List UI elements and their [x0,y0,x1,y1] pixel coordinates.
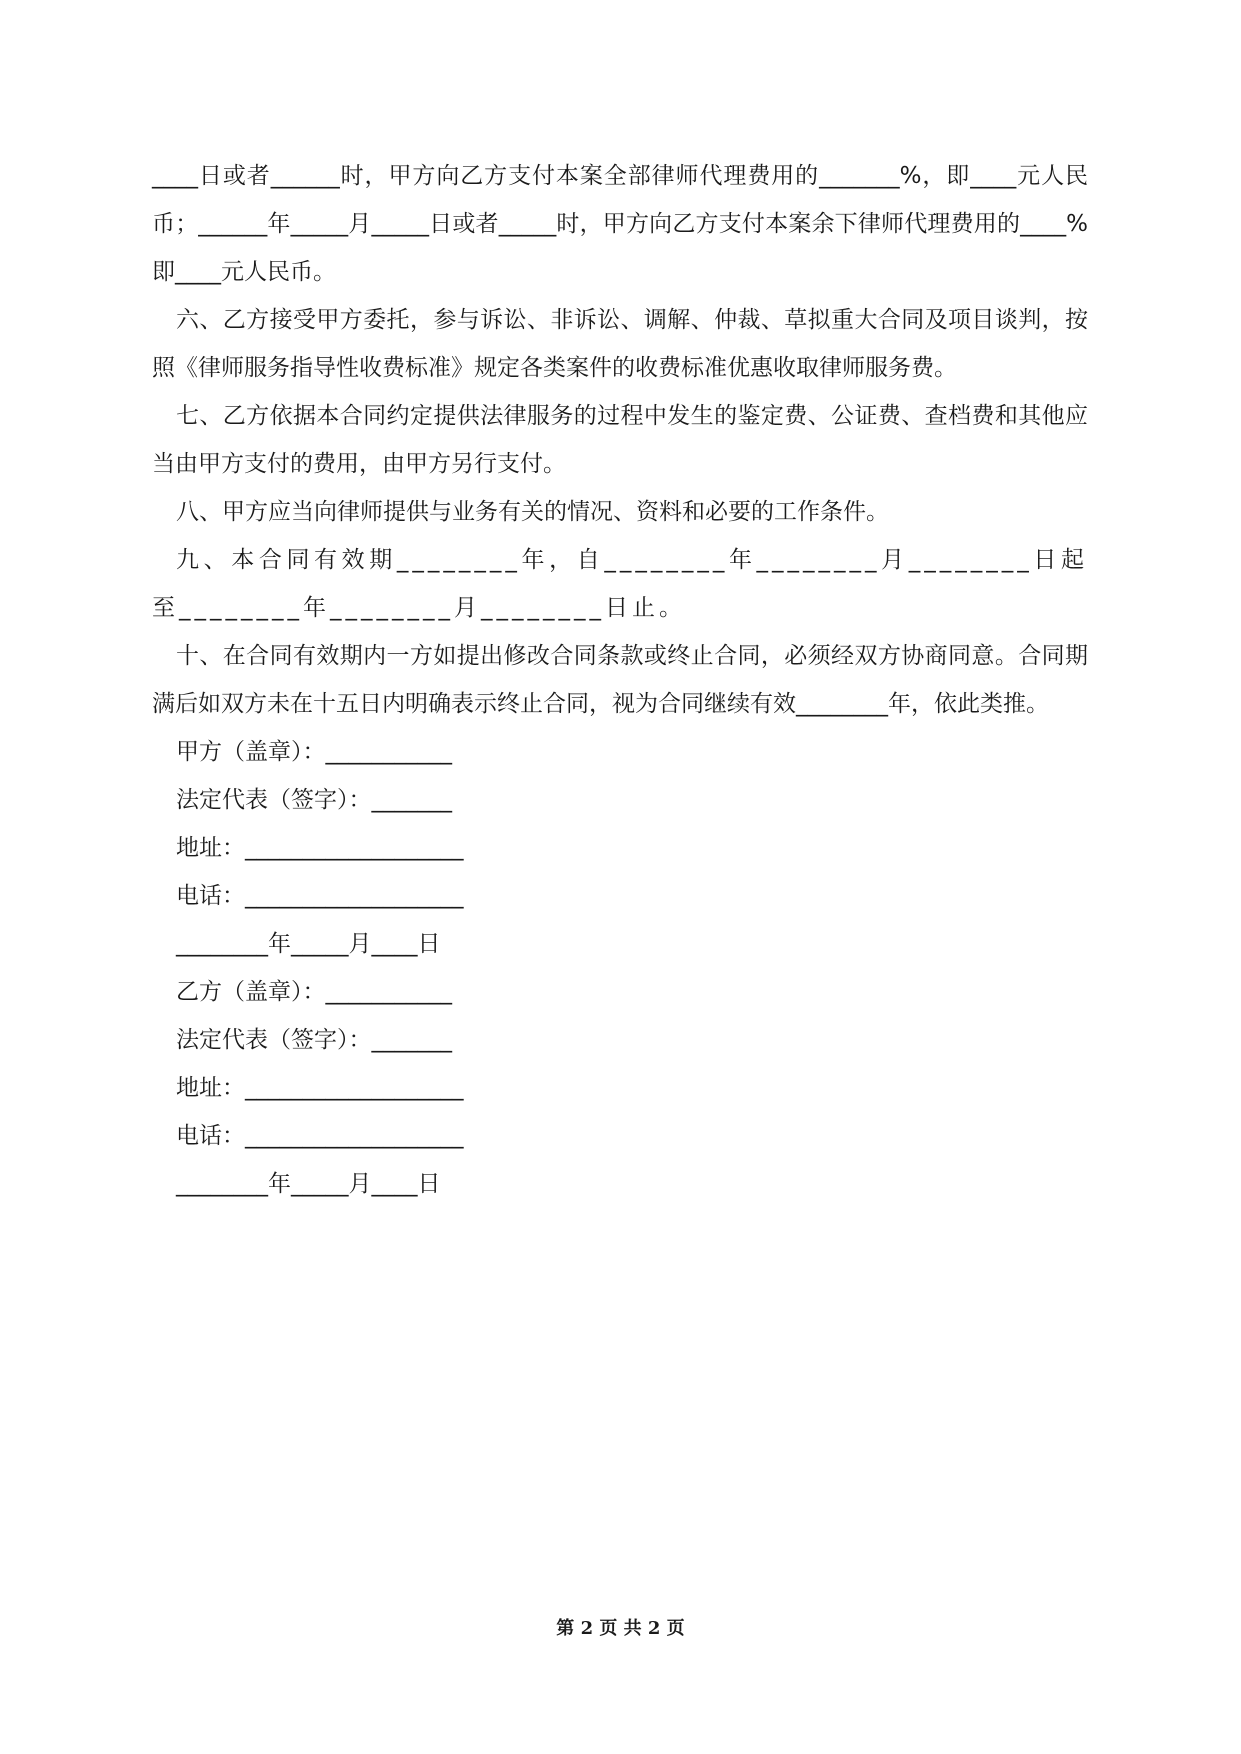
party-b-representative-line: 法定代表（签字）：_______ [176,1027,452,1053]
party-b-seal-line: 乙方（盖章）：___________ [176,979,452,1005]
party-a-representative-line: 法定代表（签字）：_______ [176,787,452,813]
clause-ten: 十、在合同有效期内一方如提出修改合同条款或终止合同，必须经双方协商同意。合同期满后如双方未在十五日内明确表示终止合同，视为合同继续有效________年，依此类推。 [152,643,1088,717]
clause-six: 六、乙方接受甲方委托，参与诉讼、非诉讼、调解、仲裁、草拟重大合同及项目谈判，按照《律师服务指导性收费标准》规定各类案件的收费标准优惠收取律师服务费。 [152,307,1088,381]
payment-paragraph: ____日或者______时，甲方向乙方支付本案全部律师代理费用的_______%，即____元人民币；______年_____月_____日或者_____时，甲方向乙方支付本案余下律师代理费用的____%即____元人民币。 [152,163,1088,285]
party-a-signature-block [176,728,1088,968]
page-number-footer: 第 2 页 共 2 页 [556,1618,685,1639]
party-a-phone-line: 电话：___________________ [176,883,464,909]
party-b-address-line: 地址：___________________ [176,1075,464,1101]
party-b-signature-block [176,968,1088,1208]
party-b-phone-line: 电话：___________________ [176,1123,464,1149]
clause-eight: 八、甲方应当向律师提供与业务有关的情况、资料和必要的工作条件。 [176,499,889,525]
clause-seven: 七、乙方依据本合同约定提供法律服务的过程中发生的鉴定费、公证费、查档费和其他应当由甲方支付的费用，由甲方另行支付。 [152,403,1088,477]
party-b-date-line: ________年_____月____日 [176,1171,441,1197]
party-a-seal-line: 甲方（盖章）：___________ [176,739,452,765]
party-a-address-line: 地址：___________________ [176,835,464,861]
clause-nine: 九、本合同有效期________年，自________年________月________日起至________年________月________日止。 [152,547,1088,621]
party-a-date-line: ________年_____月____日 [176,931,441,957]
contract-body [152,152,1088,1208]
